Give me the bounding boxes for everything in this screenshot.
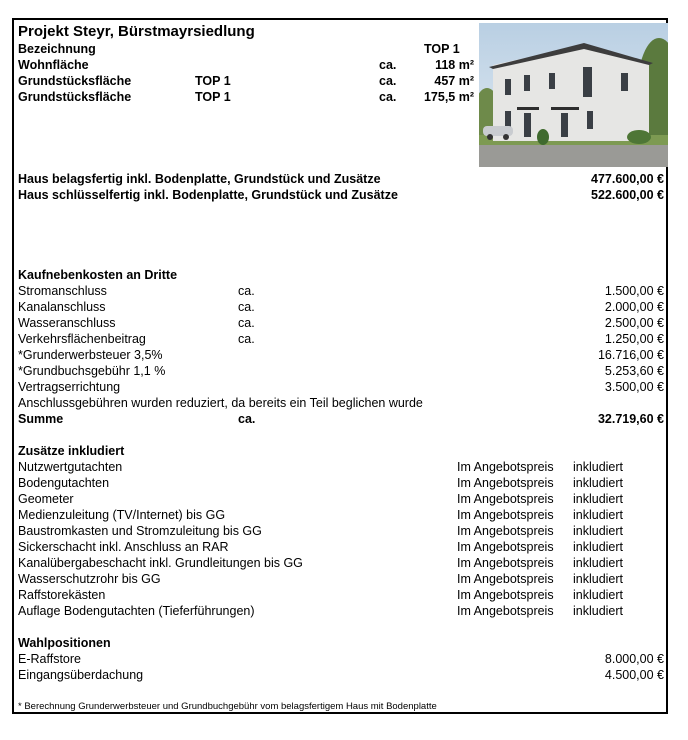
zusatz-where: Im Angebotspreis [457,604,554,618]
kosten-row-value: 1.500,00 € [604,284,664,298]
kosten-row-label: *Grundbuchsgebühr 1,1 % [18,364,166,378]
zusatz-where: Im Angebotspreis [457,572,554,586]
house-photo [479,23,668,167]
grundstueck-2-label: Grundstücksfläche [18,90,132,104]
price-belagsfertig-value: 477.600,00 € [591,172,664,186]
price-schluesselfertig-label: Haus schlüsselfertig inkl. Bodenplatte, Grundstück und Zusätze [18,188,398,202]
bezeichnung-label: Bezeichnung [18,42,96,56]
footnote: * Berechnung Grunderwerbsteuer und Grundbuchgebühr vom belagsfertigem Haus mit Bodenplatte [18,701,437,712]
wahl-label: E-Raffstore [18,652,81,666]
price-belagsfertig-label: Haus belagsfertig inkl. Bodenplatte, Grundstück und Zusätze [18,172,381,186]
zusatz-label: Geometer [18,492,74,506]
kosten-row-ca: ca. [238,300,255,314]
summe-label: Summe [18,412,64,426]
zusatz-where: Im Angebotspreis [457,524,554,538]
kosten-row-label: Verkehrsflächenbeitrag [18,332,146,346]
bezeichnung-value: TOP 1 [424,42,460,56]
zusatz-where: Im Angebotspreis [457,476,554,490]
kosten-row-label: Wasseranschluss [18,316,116,330]
wohnflaeche-label: Wohnfläche [18,58,89,72]
grundstueck-2-value: 175,5 m² [423,90,474,104]
zusatz-label: Wasserschutzrohr bis GG [18,572,161,586]
kosten-row-value: 2.500,00 € [604,316,664,330]
kosten-row-value: 5.253,60 € [604,364,664,378]
kosten-row-value: 1.250,00 € [604,332,664,346]
zusatz-where: Im Angebotspreis [457,588,554,602]
zusatz-status: inkludiert [573,460,624,474]
kosten-row-value: 2.000,00 € [604,300,664,314]
grundstueck-1-ca: ca. [379,74,397,88]
zusatz-label: Baustromkasten und Stromzuleitung bis GG [18,524,262,538]
grundstueck-2-top: TOP 1 [195,90,231,104]
zusatz-status: inkludiert [573,588,624,602]
wahl-value: 4.500,00 € [604,668,664,682]
zusatz-where: Im Angebotspreis [457,556,554,570]
zusatz-where: Im Angebotspreis [457,540,554,554]
kosten-row-label: Vertragserrichtung [18,380,121,394]
zusatz-status: inkludiert [573,540,624,554]
zusatz-where: Im Angebotspreis [457,460,554,474]
zusatz-status: inkludiert [573,492,624,506]
kosten-row-label: Kanalanschluss [18,300,106,314]
price-sheet [12,18,668,714]
zusatz-where: Im Angebotspreis [457,508,554,522]
zusatz-where: Im Angebotspreis [457,492,554,506]
grundstueck-2-ca: ca. [379,90,397,104]
kosten-row-value: 3.500,00 € [604,380,664,394]
grundstueck-1-top: TOP 1 [195,74,231,88]
wohnflaeche-ca: ca. [379,58,397,72]
wahl-label: Eingangsüberdachung [18,668,144,682]
zusatz-status: inkludiert [573,604,624,618]
zusatz-status: inkludiert [573,556,624,570]
zusatz-label: Nutzwertgutachten [18,460,123,474]
summe-value: 32.719,60 € [597,412,664,426]
kosten-note: Anschlussgebühren wurden reduziert, da bereits ein Teil beglichen wurde [18,396,423,410]
kosten-row-ca: ca. [238,284,255,298]
zusatz-label: Medienzuleitung (TV/Internet) bis GG [18,508,226,522]
kosten-row-label: *Grunderwerbsteuer 3,5% [18,348,163,362]
project-title: Projekt Steyr, Bürstmayrsiedlung [18,23,255,40]
kosten-row-ca: ca. [238,316,255,330]
zusatz-status: inkludiert [573,508,624,522]
zusatz-label: Auflage Bodengutachten (Tieferführungen) [18,604,255,618]
price-schluesselfertig-value: 522.600,00 € [591,188,664,202]
wahl-value: 8.000,00 € [604,652,664,666]
zusatz-label: Raffstorekästen [18,588,106,602]
zusatz-status: inkludiert [573,476,624,490]
kaufnebenkosten-heading: Kaufnebenkosten an Dritte [18,268,178,282]
grundstueck-1-label: Grundstücksfläche [18,74,132,88]
grundstueck-1-value: 457 m² [434,74,474,88]
kosten-row-value: 16.716,00 € [597,348,664,362]
zusatz-label: Kanalübergabeschacht inkl. Grundleitungen bis GG [18,556,303,570]
zusatz-status: inkludiert [573,524,624,538]
zusatz-label: Sickerschacht inkl. Anschluss an RAR [18,540,229,554]
wohnflaeche-value: 118 m² [435,58,474,72]
summe-ca: ca. [238,412,256,426]
kosten-row-ca: ca. [238,332,255,346]
zusaetze-heading: Zusätze inkludiert [18,444,125,458]
zusatz-label: Bodengutachten [18,476,110,490]
zusatz-status: inkludiert [573,572,624,586]
wahlpositionen-heading: Wahlpositionen [18,636,111,650]
kosten-row-label: Stromanschluss [18,284,107,298]
